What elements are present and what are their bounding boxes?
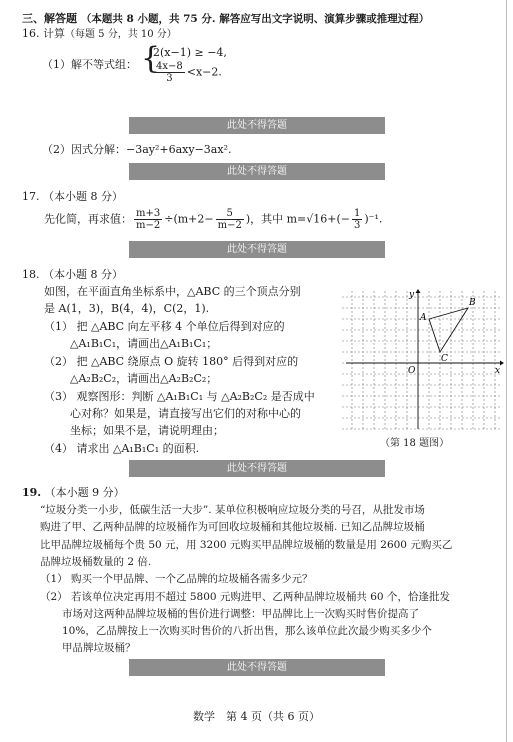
no-answer-banner-3: 此处不得答题 [129,241,385,258]
q19-line-7: 10%，乙品牌按上一次购买时售价的八折出售，那么该单位此次最少购买多少个 [62,625,432,637]
no-answer-banner-2: 此处不得答题 [129,163,385,180]
q16-part2: （2）因式分解：−3ay²+6axy−3ax². [42,143,232,156]
no-answer-banner-5: 此处不得答题 [129,659,385,676]
q17-f1-denominator: m−2 [136,220,161,231]
q16-ineq2-fraction [154,61,185,84]
q19-line-2: 比甲品牌垃圾桶每个贵 50 元，用 3200 元购买甲品牌垃圾桶的数量是用 2600 元购买乙 [40,539,453,551]
q17-f3-numerator: 1 [354,208,361,219]
q17-expression [44,208,382,231]
q18-line-1: 是 A(1，3)，B(4，4)，C(2，1). [44,302,210,315]
grid-lines [342,291,500,429]
q18-line-9: （4） 请求出 △A₁B₁C₁ 的面积. [44,442,200,455]
no-answer-banner-1: 此处不得答题 [129,117,385,134]
q17-mid: ÷(m+2− [164,212,214,226]
q17-fraction-2 [216,208,244,231]
q19-line-4: （1） 购买一个甲品牌、一个乙品牌的垃圾桶各需多少元？ [40,573,313,585]
q18-line-5: △A₂B₂C₂，请画出△A₂B₂C₂； [70,372,218,385]
q17-text: 先化简，再求值： [44,212,132,226]
q16-ineq2-numerator: 4x−8 [156,61,183,72]
page-edge-line [506,0,507,742]
q19-line-6: 市场对这两种品牌垃圾桶的售价进行调整：甲品牌比上一次购买时售价提高了 [62,608,419,620]
q16-ineq2-rest: <x−2. [186,65,222,79]
q19-score: （本小题 9 分） [44,486,125,499]
origin-label: O [408,366,416,376]
section-instruction: （本题共 8 小题，共 75 分. 解答应写出文字说明、演算步骤或推理过程） [80,13,430,25]
q17-fraction-1 [134,208,162,231]
q16-inequality-2 [152,61,222,84]
q18-score: （本小题 8 分） [43,268,123,281]
q16-title: 计算 [43,27,65,40]
coordinate-grid-figure [340,289,504,431]
q19-header [22,486,125,500]
q17-header [22,190,123,204]
q17-f2-denominator: m−2 [217,220,242,231]
q17-fraction-3 [352,208,362,231]
q16-ineq2-denominator: 3 [166,73,173,84]
section-title: 三、解答题 [22,12,77,25]
figure-caption: （第 18 题图） [380,438,450,449]
no-answer-banner-4: 此处不得答题 [129,460,385,477]
y-axis-label: y [409,290,415,300]
q16-inequality-1: 2(x−1) ≥ −4, [153,46,227,59]
y-axis-arrow [416,289,421,293]
q16-part1-label: （1）解不等式组： [42,58,137,71]
section-header [22,10,429,26]
q16-number: 16. [22,27,40,40]
q16-score: （每题 5 分，共 10 分） [65,29,177,40]
q19-line-0: “垃圾分类一小步，低碳生活一大步”. 某单位积极响应垃圾分类的号召，从批发市场 [40,504,425,516]
q16-header [22,27,177,42]
q18-line-2: （1） 把 △ABC 向左平移 4 个单位后得到对应的 [44,320,285,333]
q19-number: 19. [22,486,42,499]
q19-line-1: 购进了甲、乙两种品牌的垃圾桶作为可回收垃圾桶和其他垃圾桶. 已知乙品牌垃圾桶 [40,521,425,533]
vertex-a-label: A [420,313,427,323]
q18-line-7: 心对称？如果是，请直接写出它们的对称中心的 [70,407,301,420]
q17-tail: )⁻¹. [364,212,383,226]
q17-f1-numerator: m+3 [136,208,161,219]
system-brace: { [141,41,161,76]
q17-end: )，其中 m=√16+(− [245,212,351,226]
vertex-c-label: C [441,354,448,364]
vertex-b-label: B [469,298,476,308]
q18-header [22,268,123,282]
q18-number: 18. [22,268,40,281]
q18-line-4: （2） 把 △ABC 绕原点 O 旋转 180° 后得到对应的 [44,355,299,368]
page-footer: 数学 第 4 页（共 6 页） [193,710,320,723]
q19-line-5: （2） 若该单位决定再用不超过 5800 元购进甲、乙两种品牌垃圾桶共 60 个，恰逢批发 [40,591,450,603]
x-axis-arrow [500,361,504,366]
q17-f2-numerator: 5 [216,208,244,220]
q17-number: 17. [22,190,40,203]
q18-line-6: （3） 观察图形：判断 △A₁B₁C₁ 与 △A₂B₂C₂ 是否成中 [44,390,315,403]
q18-line-3: △A₁B₁C₁，请画出△A₁B₁C₁； [70,337,218,350]
q18-line-0: 如图，在平面直角坐标系中，△ABC 的三个顶点分别 [44,285,301,298]
x-axis-label: x [495,366,501,376]
q17-score: （本小题 8 分） [43,190,123,203]
q19-line-8: 甲品牌垃圾桶？ [62,642,136,654]
q17-f3-denominator: 3 [354,220,361,231]
q18-line-8: 坐标；如果不是，请说明理由； [70,424,224,437]
q19-line-3: 品牌垃圾桶数量的 2 倍. [40,556,152,568]
